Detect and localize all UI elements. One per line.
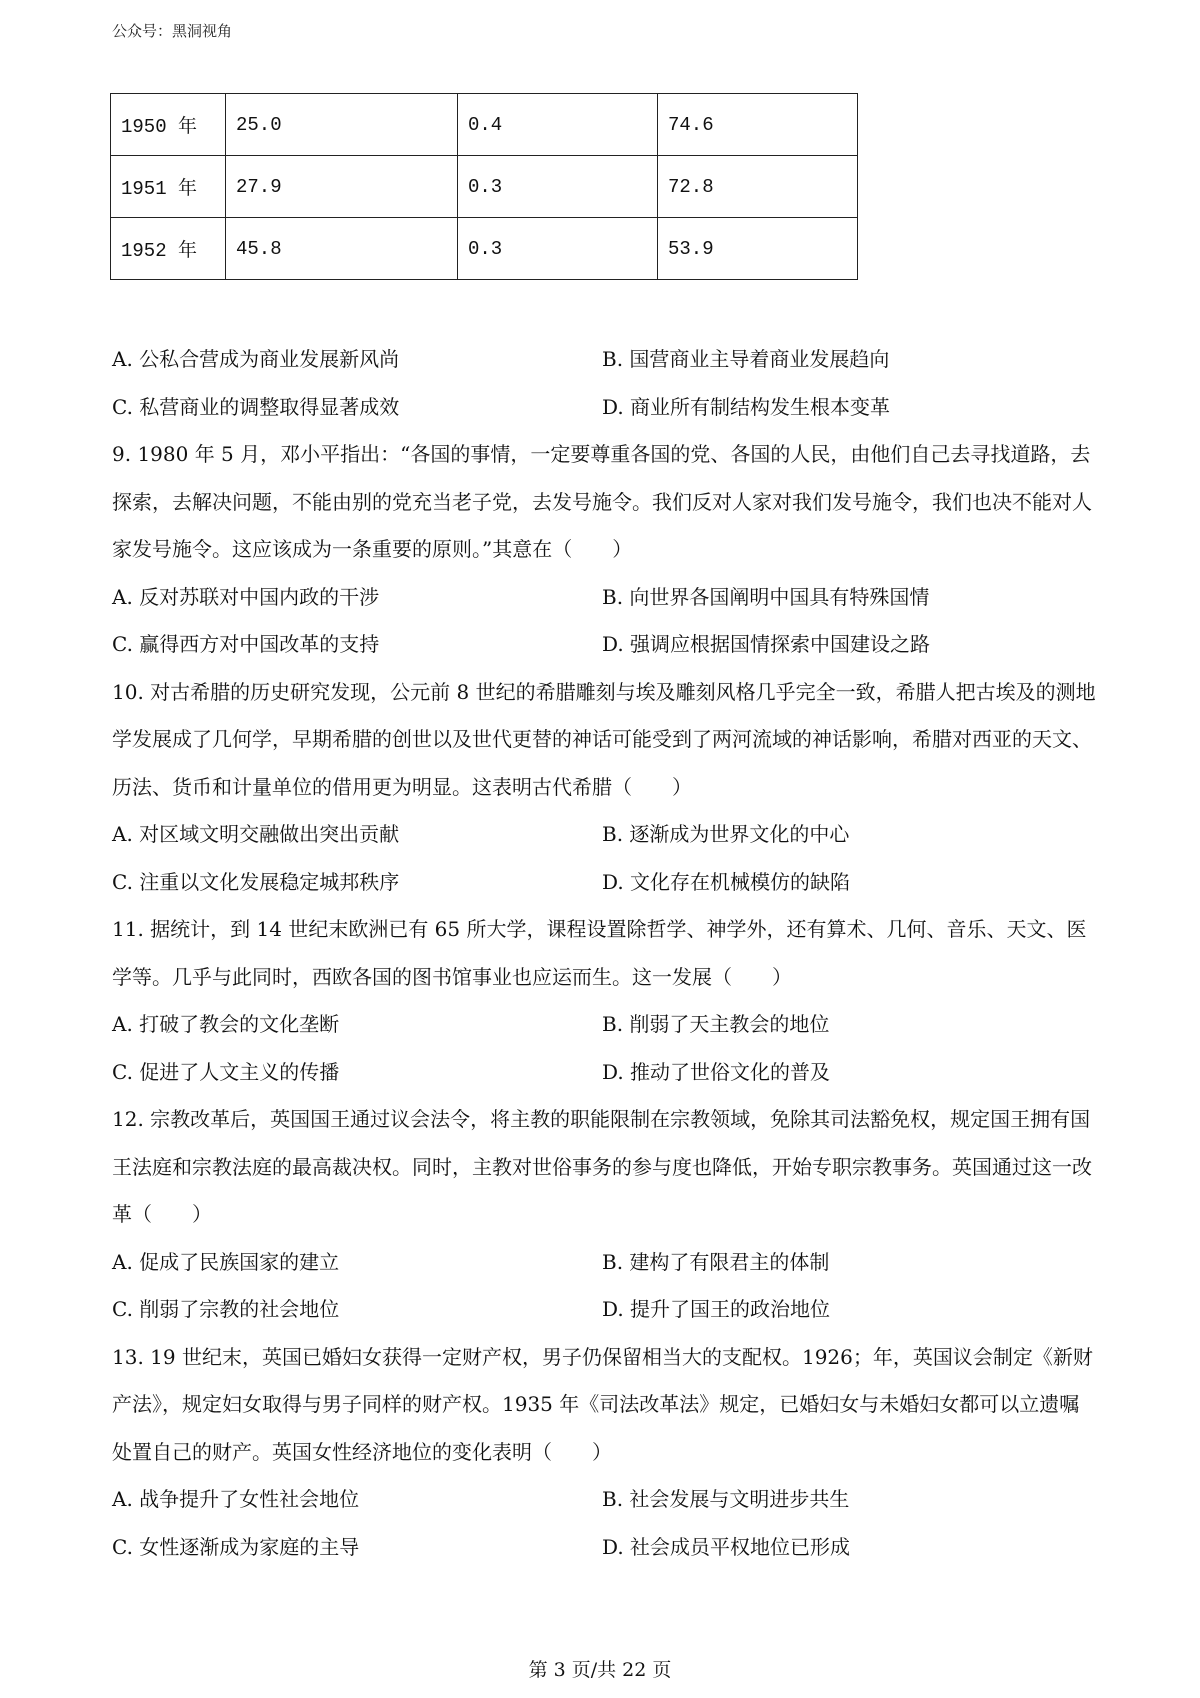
questions-body: [112, 336, 1097, 1571]
question-13-stem: 13. 19 世纪末，英国已婚妇女获得一定财产权，男子仍保留相当大的支配权。1926；年，英国议会制定《新财产法》，规定妇女取得与男子同样的财产权。1935 年《司法改革法》规定，已婚妇女与未婚妇女都可以立遗嘱处置自己的财产。英国女性经济地位的变化表明（ ）: [112, 1344, 1093, 1464]
q8-options-row-2: [112, 384, 1097, 432]
q12-options-row-2: [112, 1286, 1097, 1334]
q11-option-b[interactable]: B. 削弱了天主教会的地位: [602, 1012, 830, 1036]
q8-options-row-1: [112, 336, 1097, 384]
q12-options-row-1: [112, 1239, 1097, 1287]
q9-options-row-1: [112, 574, 1097, 622]
q12-option-b[interactable]: B. 建构了有限君主的体制: [602, 1249, 830, 1274]
q13-option-d[interactable]: D. 社会成员平权地位已形成: [602, 1534, 851, 1559]
q8-option-a[interactable]: A. 公私合营成为商业发展新风尚: [112, 347, 400, 371]
q13-options-row-1: [112, 1476, 1097, 1524]
q8-option-d[interactable]: D. 商业所有制结构发生根本变革: [602, 394, 891, 419]
table-row: [111, 94, 858, 156]
q12-option-c[interactable]: C. 削弱了宗教的社会地位: [112, 1297, 340, 1321]
table-cell-year: 1952 年: [111, 218, 226, 280]
question-11-stem: 11. 据统计，到 14 世纪末欧洲已有 65 所大学，课程设置除哲学、神学外，还有算术、几何、音乐、天文、医学等。几乎与此同时，西欧各国的图书馆事业也应运而生。这一发展（ ）: [112, 917, 1087, 989]
question-9-stem: 9. 1980 年 5 月，邓小平指出：“各国的事情，一定要尊重各国的党、各国的人民，由他们自己去寻找道路，去探索，去解决问题，不能由别的党充当老子党，去发号施令。我们反对人家对我们发号施令，我们也决不能对人家发号施令。这应该成为一条重要的原则。”其意在（ ）: [112, 442, 1092, 561]
q8-option-c[interactable]: C. 私营商业的调整取得显著成效: [112, 394, 400, 419]
q11-options-row-1: [112, 1001, 1097, 1049]
q11-option-a[interactable]: A. 打破了教会的文化垄断: [112, 1012, 340, 1036]
q13-options-row-2: [112, 1524, 1097, 1572]
question-10-stem: 10. 对古希腊的历史研究发现，公元前 8 世纪的希腊雕刻与埃及雕刻风格几乎完全一致，希腊人把古埃及的测地学发展成了几何学，早期希腊的创世以及世代更替的神话可能受到了两河流域的神话影响，希腊对西亚的天文、历法、货币和计量单位的借用更为明显。这表明古代希腊（ ）: [112, 679, 1096, 799]
table-row: [111, 218, 858, 280]
table-cell: 0.3: [458, 156, 658, 218]
q9-options-row-2: [112, 621, 1097, 669]
q11-option-d[interactable]: D. 推动了世俗文化的普及: [602, 1059, 831, 1084]
table-row: [111, 156, 858, 218]
table-cell: 0.3: [458, 218, 658, 280]
table-cell: 25.0: [226, 94, 458, 156]
q10-options-row-1: [112, 811, 1097, 859]
q12-option-d[interactable]: D. 提升了国王的政治地位: [602, 1297, 831, 1321]
q9-option-c[interactable]: C. 赢得西方对中国改革的支持: [112, 632, 380, 656]
q10-options-row-2: [112, 859, 1097, 907]
q13-option-b[interactable]: B. 社会发展与文明进步共生: [602, 1487, 850, 1511]
q9-option-b[interactable]: B. 向世界各国阐明中国具有特殊国情: [602, 584, 930, 609]
q10-option-c[interactable]: C. 注重以文化发展稳定城邦秩序: [112, 869, 400, 894]
q13-option-a[interactable]: A. 战争提升了女性社会地位: [112, 1487, 360, 1511]
q10-option-d[interactable]: D. 文化存在机械模仿的缺陷: [602, 869, 851, 894]
data-table: [110, 93, 858, 280]
q9-option-d[interactable]: D. 强调应根据国情探索中国建设之路: [602, 632, 931, 656]
table-cell: 27.9: [226, 156, 458, 218]
q11-option-c[interactable]: C. 促进了人文主义的传播: [112, 1059, 340, 1084]
table-cell-year: 1950 年: [111, 94, 226, 156]
q12-option-a[interactable]: A. 促成了民族国家的建立: [112, 1249, 340, 1274]
page-number: 第 3 页/共 22 页: [528, 1659, 672, 1681]
table-cell: 72.8: [658, 156, 858, 218]
table-cell: 0.4: [458, 94, 658, 156]
table-cell-year: 1951 年: [111, 156, 226, 218]
q10-option-b[interactable]: B. 逐渐成为世界文化的中心: [602, 822, 850, 846]
q9-option-a[interactable]: A. 反对苏联对中国内政的干涉: [112, 584, 380, 609]
q13-option-c[interactable]: C. 女性逐渐成为家庭的主导: [112, 1534, 360, 1559]
header-note: 公众号：黑洞视角: [112, 22, 233, 40]
q10-option-a[interactable]: A. 对区域文明交融做出突出贡献: [112, 822, 400, 846]
question-12-stem: 12. 宗教改革后，英国国王通过议会法令，将主教的职能限制在宗教领域，免除其司法豁免权，规定国王拥有国王法庭和宗教法庭的最高裁决权。同时，主教对世俗事务的参与度也降低，开始专职宗教事务。英国通过这一改革（ ）: [112, 1107, 1092, 1226]
table-cell: 53.9: [658, 218, 858, 280]
q11-options-row-2: [112, 1049, 1097, 1097]
table-cell: 74.6: [658, 94, 858, 156]
table-cell: 45.8: [226, 218, 458, 280]
q8-option-b[interactable]: B. 国营商业主导着商业发展趋向: [602, 347, 890, 371]
